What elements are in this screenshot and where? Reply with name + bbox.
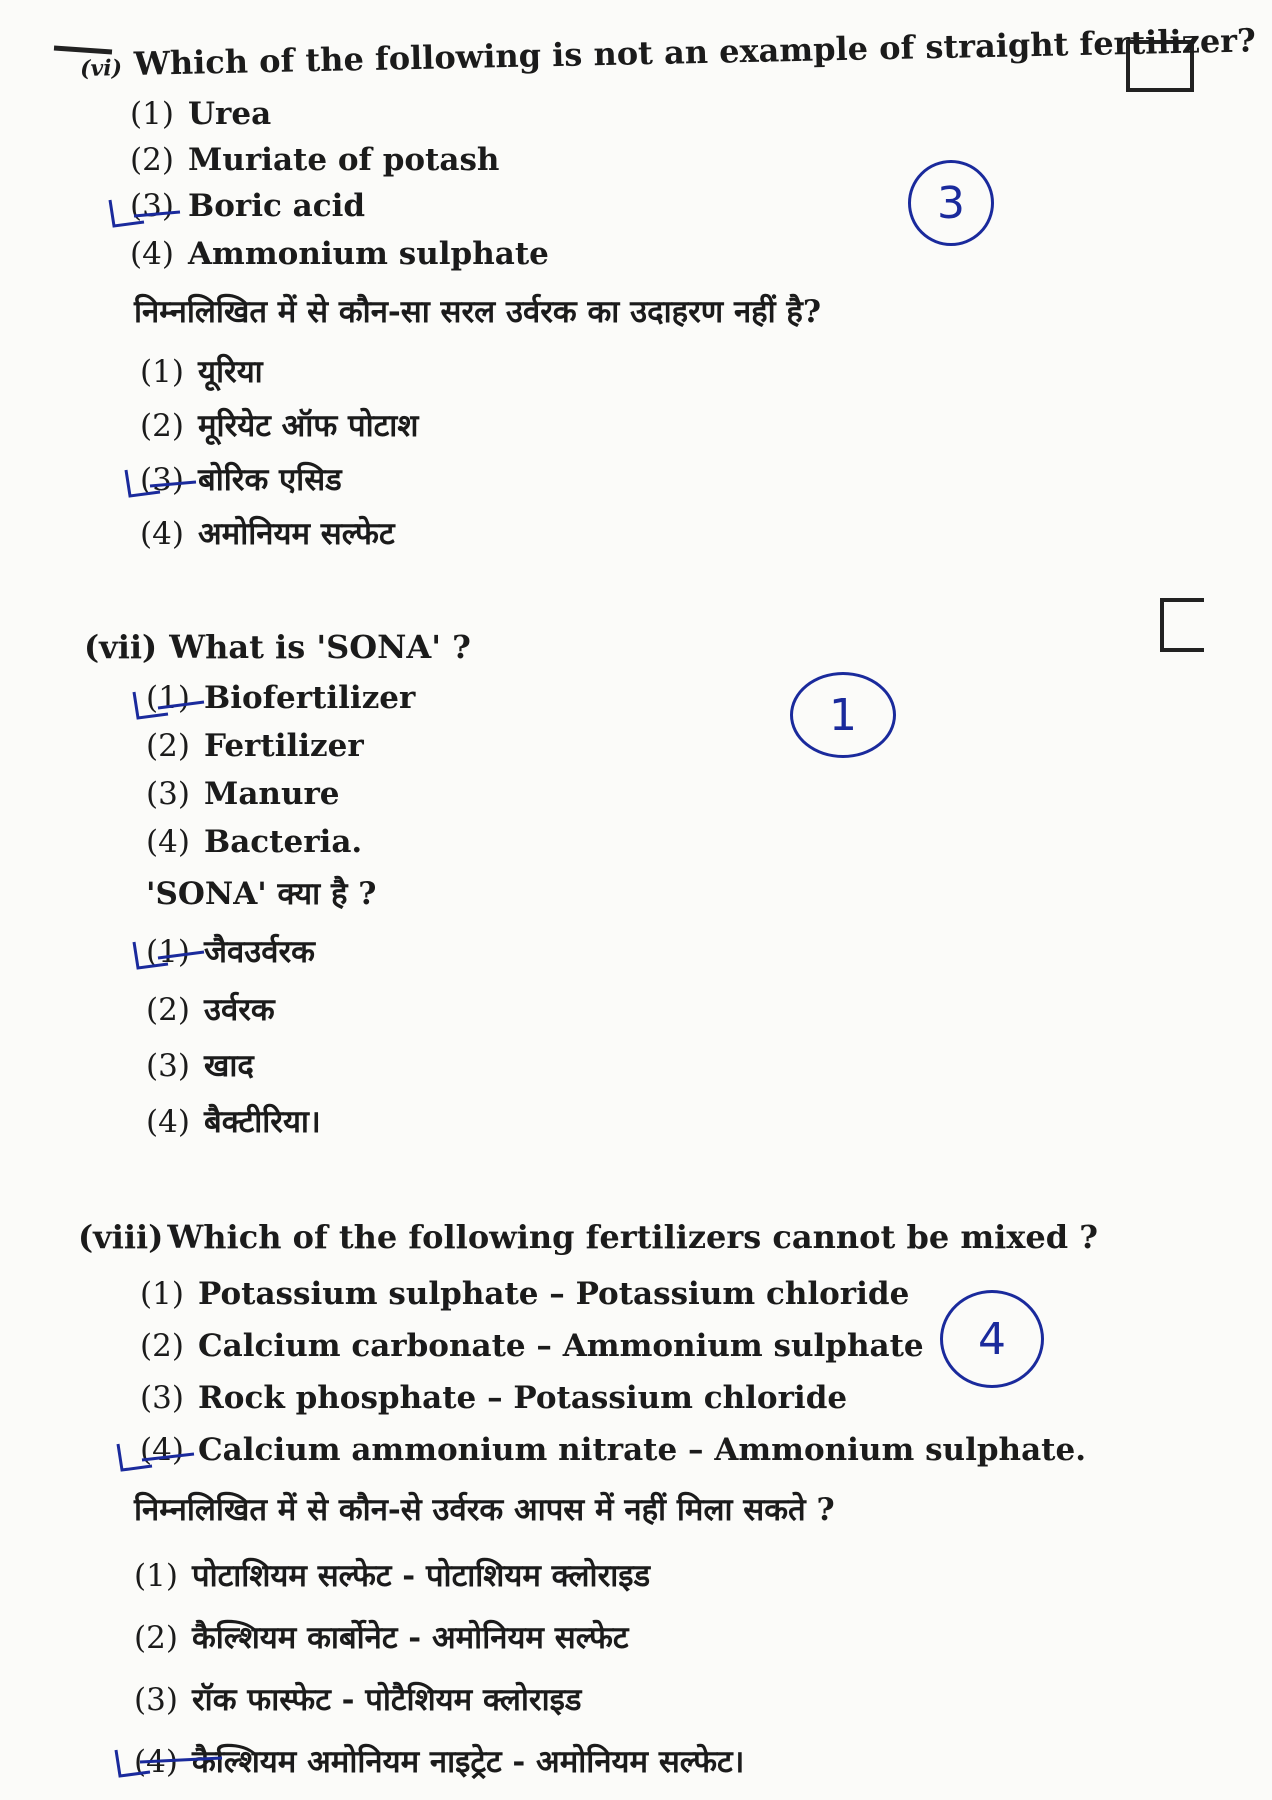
question-vi-heading	[80, 21, 1257, 84]
tick-mark-viii-hi	[110, 1746, 230, 1786]
option-vii-2-en: (2) Fertilizer	[146, 728, 364, 764]
option-vii-4-en: (4) Bacteria.	[146, 824, 363, 860]
option-viii-2-en: (2) Calcium carbonate – Ammonium sulphate	[140, 1328, 924, 1364]
option-viii-2-hi: (2) कैल्शियम कार्बोनेट - अमोनियम सल्फेट	[134, 1620, 629, 1656]
question-number: (viii)	[78, 1218, 164, 1256]
question-text-hi: 'SONA' क्या है ?	[146, 876, 377, 912]
option-vi-2-en: (2) Muriate of potash	[130, 142, 500, 178]
question-text-hi: निम्नलिखित में से कौन-सा सरल उर्वरक का उदाहरण नहीं है?	[134, 294, 822, 330]
question-vii-heading	[84, 628, 471, 666]
option-vi-3-en: (3) Boric acid	[130, 188, 366, 224]
handwritten-answer-viii: 4	[940, 1290, 1044, 1388]
option-vi-1-hi: (1) यूरिया	[140, 354, 263, 390]
option-vii-4-hi: (4) बैक्टीरिया।	[146, 1104, 321, 1140]
question-number: (vi)	[79, 55, 123, 82]
option-viii-4-en: (4) Calcium ammonium nitrate – Ammonium sulphate.	[140, 1432, 1086, 1468]
handwritten-answer-vi: 3	[908, 160, 994, 246]
question-text-en: Which of the following is not an example of straight fertilizer?	[133, 21, 1257, 83]
option-vii-2-hi: (2) उर्वरक	[146, 992, 275, 1028]
option-vi-1-en: (1) Urea	[130, 96, 272, 132]
option-viii-1-en: (1) Potassium sulphate – Potassium chloride	[140, 1276, 910, 1312]
tick-mark-vii-hi	[128, 938, 208, 978]
option-vi-2-hi: (2) मूरियेट ऑफ पोटाश	[140, 408, 419, 444]
option-vii-3-en: (3) Manure	[146, 776, 340, 812]
question-viii-heading	[78, 1218, 1098, 1256]
question-number: (vii)	[84, 628, 158, 666]
question-text-en: What is 'SONA' ?	[169, 628, 471, 666]
option-vii-1-en: (1) Biofertilizer	[146, 680, 416, 716]
option-viii-3-hi: (3) रॉक फास्फेट - पोटैशियम क्लोराइड	[134, 1682, 582, 1718]
option-vi-3-hi: (3) बोरिक एसिड	[140, 462, 342, 498]
option-viii-3-en: (3) Rock phosphate – Potassium chloride	[140, 1380, 848, 1416]
tick-mark-vi-hi	[120, 466, 200, 506]
handwritten-answer-vii: 1	[790, 672, 896, 758]
option-viii-1-hi: (1) पोटाशियम सल्फेट - पोटाशियम क्लोराइड	[134, 1558, 651, 1594]
tick-mark-vi-en	[104, 196, 184, 236]
tick-mark-viii-en	[112, 1440, 202, 1480]
question-text-en: Which of the following fertilizers cannot be mixed ?	[167, 1218, 1099, 1256]
corner-scribble	[52, 30, 122, 70]
option-vi-4-en: (4) Ammonium sulphate	[130, 236, 549, 272]
question-text-hi: निम्नलिखित में से कौन-से उर्वरक आपस में नहीं मिला सकते ?	[134, 1492, 835, 1528]
option-vi-4-hi: (4) अमोनियम सल्फेट	[140, 516, 395, 552]
answer-box-vii	[1160, 598, 1204, 652]
option-vii-1-hi: (1) जैवउर्वरक	[146, 934, 315, 970]
option-viii-4-hi: (4) कैल्शियम अमोनियम नाइट्रेट - अमोनियम सल्फेट।	[134, 1744, 745, 1780]
tick-mark-vii-en	[128, 688, 208, 728]
option-vii-3-hi: (3) खाद	[146, 1048, 254, 1084]
